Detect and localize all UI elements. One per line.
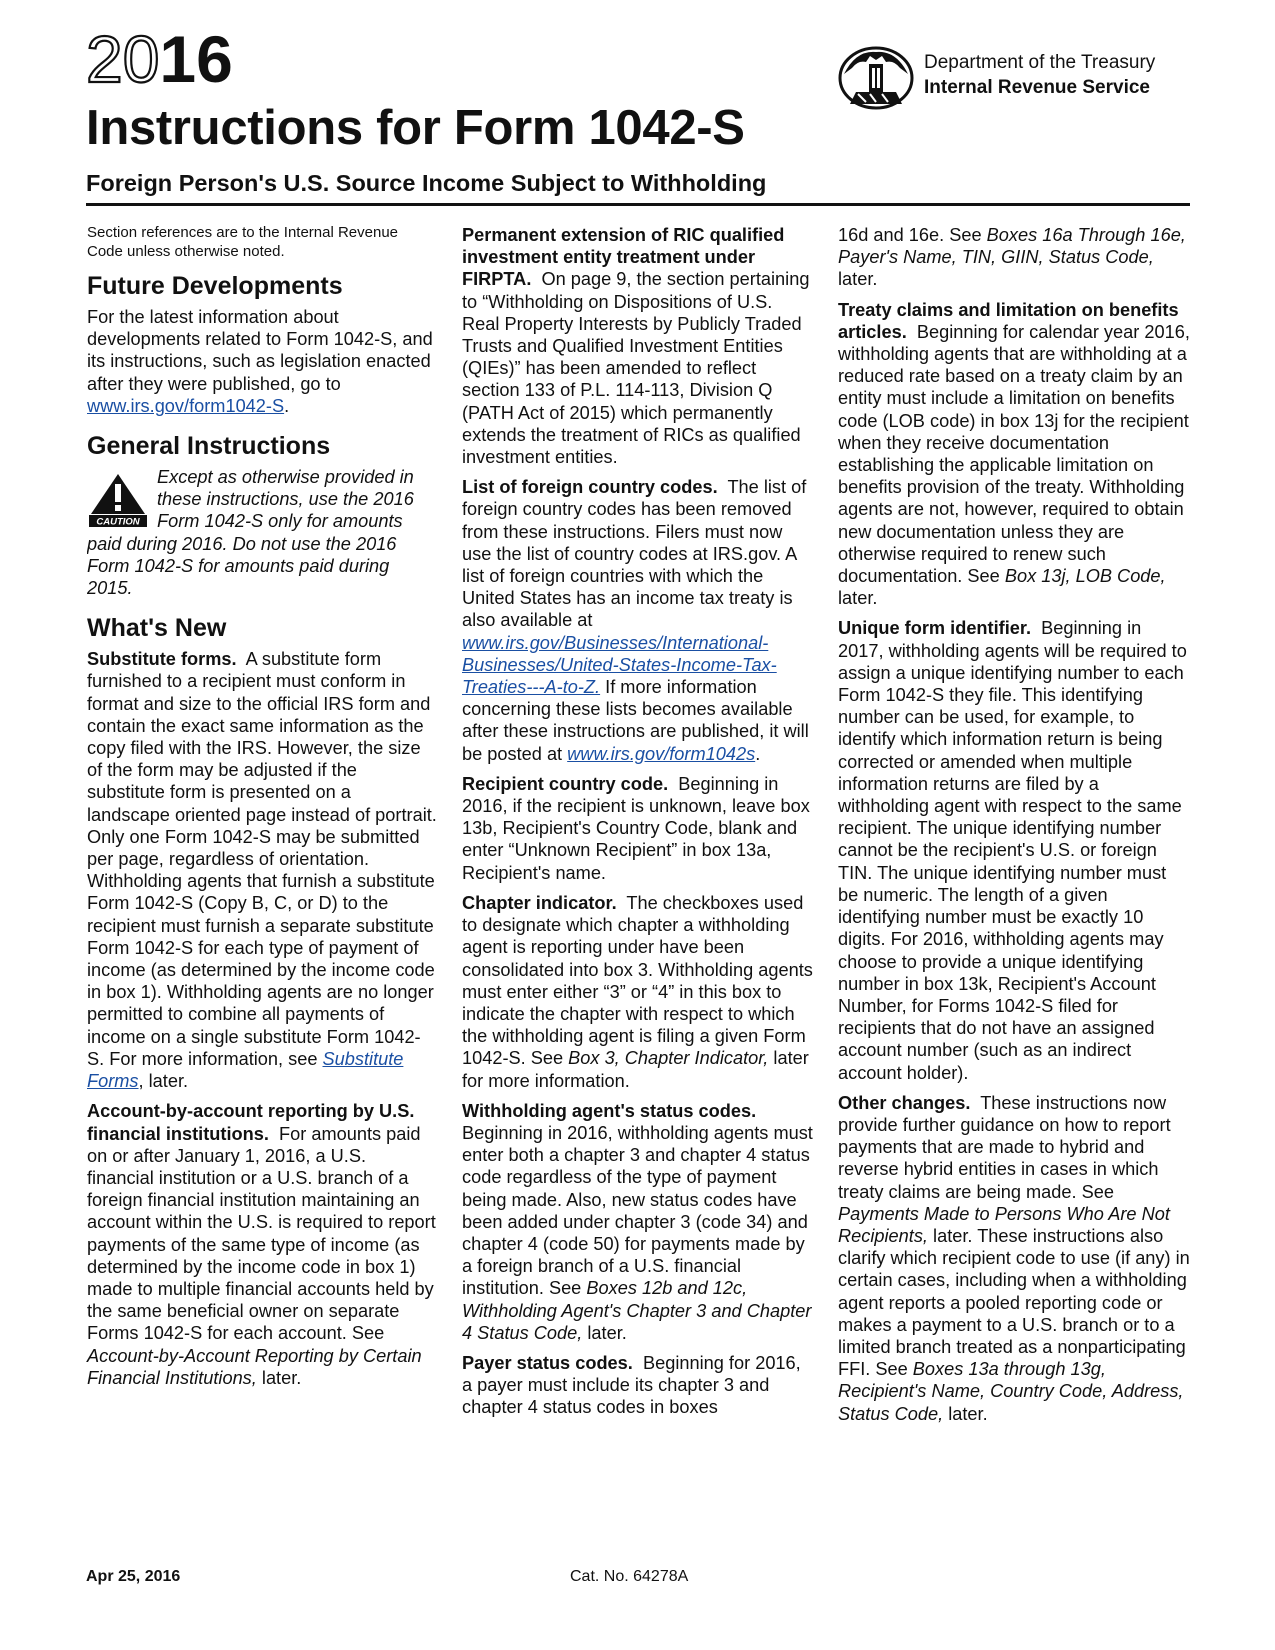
footer-date: Apr 25, 2016 <box>86 1568 181 1585</box>
chapter-indicator-paragraph: Chapter indicator. The checkboxes used to designate which chapter a withholding agent is reporting under have been consolidated into box 3. Withholding agents must enter either “3” or “4” in this box to indicate the chapter with respect to which the withholding agent is filing a given Form 1042-S. See Box 3, Chapter Indicator, later for more information. <box>462 892 813 1091</box>
column-2 <box>462 224 814 1427</box>
caution-icon <box>87 472 149 528</box>
form-year <box>86 22 233 96</box>
tax-treaties-link[interactable]: www.irs.gov/Businesses/International-Businesses/United-States-Income-Tax-Treaties---A-to-Z. <box>462 632 777 698</box>
other-changes-paragraph: Other changes. These instructions now provide further guidance on how to report payments that are made to hybrid and reverse hybrid entities in cases in which treaty claims are being made. See Payments Made to Persons Who Are Not Recipients, later. These instructions also clarify which recipient code to use (if any) in certain cases, including when a withholding agent reports a pooled reporting code or makes a payment to a U.S. branch or to a limited branch treated as a nonparticipating FFI. See Boxes 13a through 13g, Recipient's Name, Country Code, Address, Status Code, later. <box>838 1092 1190 1424</box>
footer-catalog-number: Cat. No. 64278A <box>570 1568 689 1585</box>
year-solid: 16 <box>159 22 233 96</box>
caution-icon-label: CAUTION <box>96 516 140 528</box>
recipient-country-code-paragraph: Recipient country code. Beginning in 2016, if the recipient is unknown, leave box 13b, Recipient's Country Code, blank and enter “Unknown Recipient” in box 13a, Recipient's name. <box>462 773 810 883</box>
general-instructions-heading: General Instructions <box>87 432 331 461</box>
treaty-claims-paragraph: Treaty claims and limitation on benefits articles. Beginning for calendar year 2016, withholding agents that are withholding at a reduced rate based on a treaty claim by an entity must include a limitation on benefits code (LOB code) in box 13j for the recipient when they receive documentation establishing the applicable limitation on benefits provision of the treaty. Withholding agents are not, however, required to obtain new documentation unless they are otherwise required to renew such documentation. See Box 13j, LOB Code, later. <box>838 299 1190 609</box>
page-title: Instructions for Form 1042-S <box>86 101 745 155</box>
future-developments-heading: Future Developments <box>87 272 343 300</box>
section-reference-note: Section references are to the Internal Revenue Code unless otherwise noted. <box>87 224 399 260</box>
title-rule <box>86 203 1190 206</box>
future-developments-paragraph: For the latest information about developments related to Form 1042-S, and its instructions, such as legislation enacted after they were published, go to www.irs.gov/form1042-S. <box>87 307 433 416</box>
unique-form-identifier-paragraph: Unique form identifier. Beginning in 2017, withholding agents will be required to assign a unique identifying number to each Form 1042-S they file. This identifying number can be used, for example, to identify which information return is being corrected or amended when multiple information returns are filed by a withholding agent with respect to the same recipient. The unique identifying number cannot be the recipient's U.S. or foreign TIN. The unique identifying number must be numeric. The length of a given identifying number must be exactly 10 digits. For 2016, withholding agents may choose to provide a unique identifying number in box 13k, Recipient's Account Number, for Forms 1042-S filed for recipients that do not have an assigned account number (such as an indirect account holder). <box>838 618 1187 1083</box>
country-codes-paragraph: List of foreign country codes. The list of foreign country codes has been removed from these instructions. Filers must now use the list of country codes at IRS.gov. A list of foreign countries with which the United States has an income tax treaty is also available at www.irs.gov/Businesses/International-Businesses/United-States-Income-Tax-Treaties---A-to-Z. If more information concerning these lists becomes available after these instructions are published, it will be posted at www.irs.gov/form1042s. <box>462 477 809 764</box>
year-outline: 20 <box>86 22 160 96</box>
agency-block <box>836 44 1155 110</box>
agency-name: Internal Revenue Service <box>924 77 1150 98</box>
form1042s-link[interactable]: www.irs.gov/form1042-S <box>87 395 285 416</box>
form1042s-info-link[interactable]: www.irs.gov/form1042s <box>567 743 756 764</box>
caution-text: Except as otherwise provided in these instructions, use the 2016 Form 1042-S only for amounts paid during 2016. Do not use the 2016 Form 1042-S for amounts paid during 2015. <box>87 467 414 599</box>
payer-status-paragraph: Payer status codes. Beginning for 2016, a payer must include its chapter 3 and chapter 4 status codes in boxes <box>462 1352 801 1418</box>
account-reporting-paragraph: Account-by-account reporting by U.S. financial institutions. For amounts paid on or after January 1, 2016, a U.S. financial institution or a U.S. branch of a foreign financial institution maintaining an account within the U.S. is required to report payments of the same type of income (as determined by the income code in box 1) made to multiple financial accounts held by the same beneficial owner on separate Forms 1042-S for each account. See Account-by-Account Reporting by Certain Financial Institutions, later. <box>87 1101 436 1388</box>
agency-department: Department of the Treasury <box>924 52 1156 73</box>
payer-status-continued: 16d and 16e. See Boxes 16a Through 16e, Payer's Name, TIN, GIIN, Status Code, later. <box>838 225 1186 290</box>
substitute-forms-paragraph: Substitute forms. A substitute form furnished to a recipient must conform in format and size to the official IRS form and contain the exact same information as the copy filed with the IRS. However, the size of the form may be adjusted if the substitute form is presented on a landscape oriented page instead of portrait. Only one Form 1042-S may be submitted per page, regardless of orientation. Withholding agents that furnish a substitute Form 1042-S (Copy B, C, or D) to the recipient must furnish a separate substitute Form 1042-S for each type of payment of income (as determined by the income code in box 1). Withholding agents are no longer permitted to combine all payments of income on a single substitute Form 1042-S. For more information, see Substitute Forms, later. <box>87 649 437 1092</box>
page-subtitle: Foreign Person's U.S. Source Income Subject to Withholding <box>86 170 767 196</box>
caution-note <box>87 466 437 599</box>
status-codes-paragraph: Withholding agent's status codes. Beginning in 2016, withholding agents must enter both a chapter 3 and chapter 4 status code regardless of the type of payment being made. Also, new status codes have been added under chapter 3 (code 34) and chapter 4 (code 50) for payments made by a foreign branch of a U.S. financial institution. See Boxes 12b and 12c, Withholding Agent's Chapter 3 and Chapter 4 Status Code, later. <box>462 1100 813 1343</box>
whats-new-heading: What's New <box>87 614 227 643</box>
irs-eagle-logo-icon <box>836 44 916 110</box>
column-1 <box>87 224 437 1397</box>
column-3 <box>838 224 1190 1433</box>
ric-extension-paragraph: Permanent extension of RIC qualified investment entity treatment under FIRPTA. On page 9, the section pertaining to “Withholding on Dispositions of U.S. Real Property Interests by Publicly Traded Trusts and Qualified Investment Entities (QIEs)” has been amended to reflect section 133 of P.L. 114-113, Division Q (PATH Act of 2015) which permanently extends the treatment of RICs as qualified investment entities. <box>462 225 810 468</box>
substitute-forms-link[interactable]: Substitute Forms <box>87 1048 404 1092</box>
